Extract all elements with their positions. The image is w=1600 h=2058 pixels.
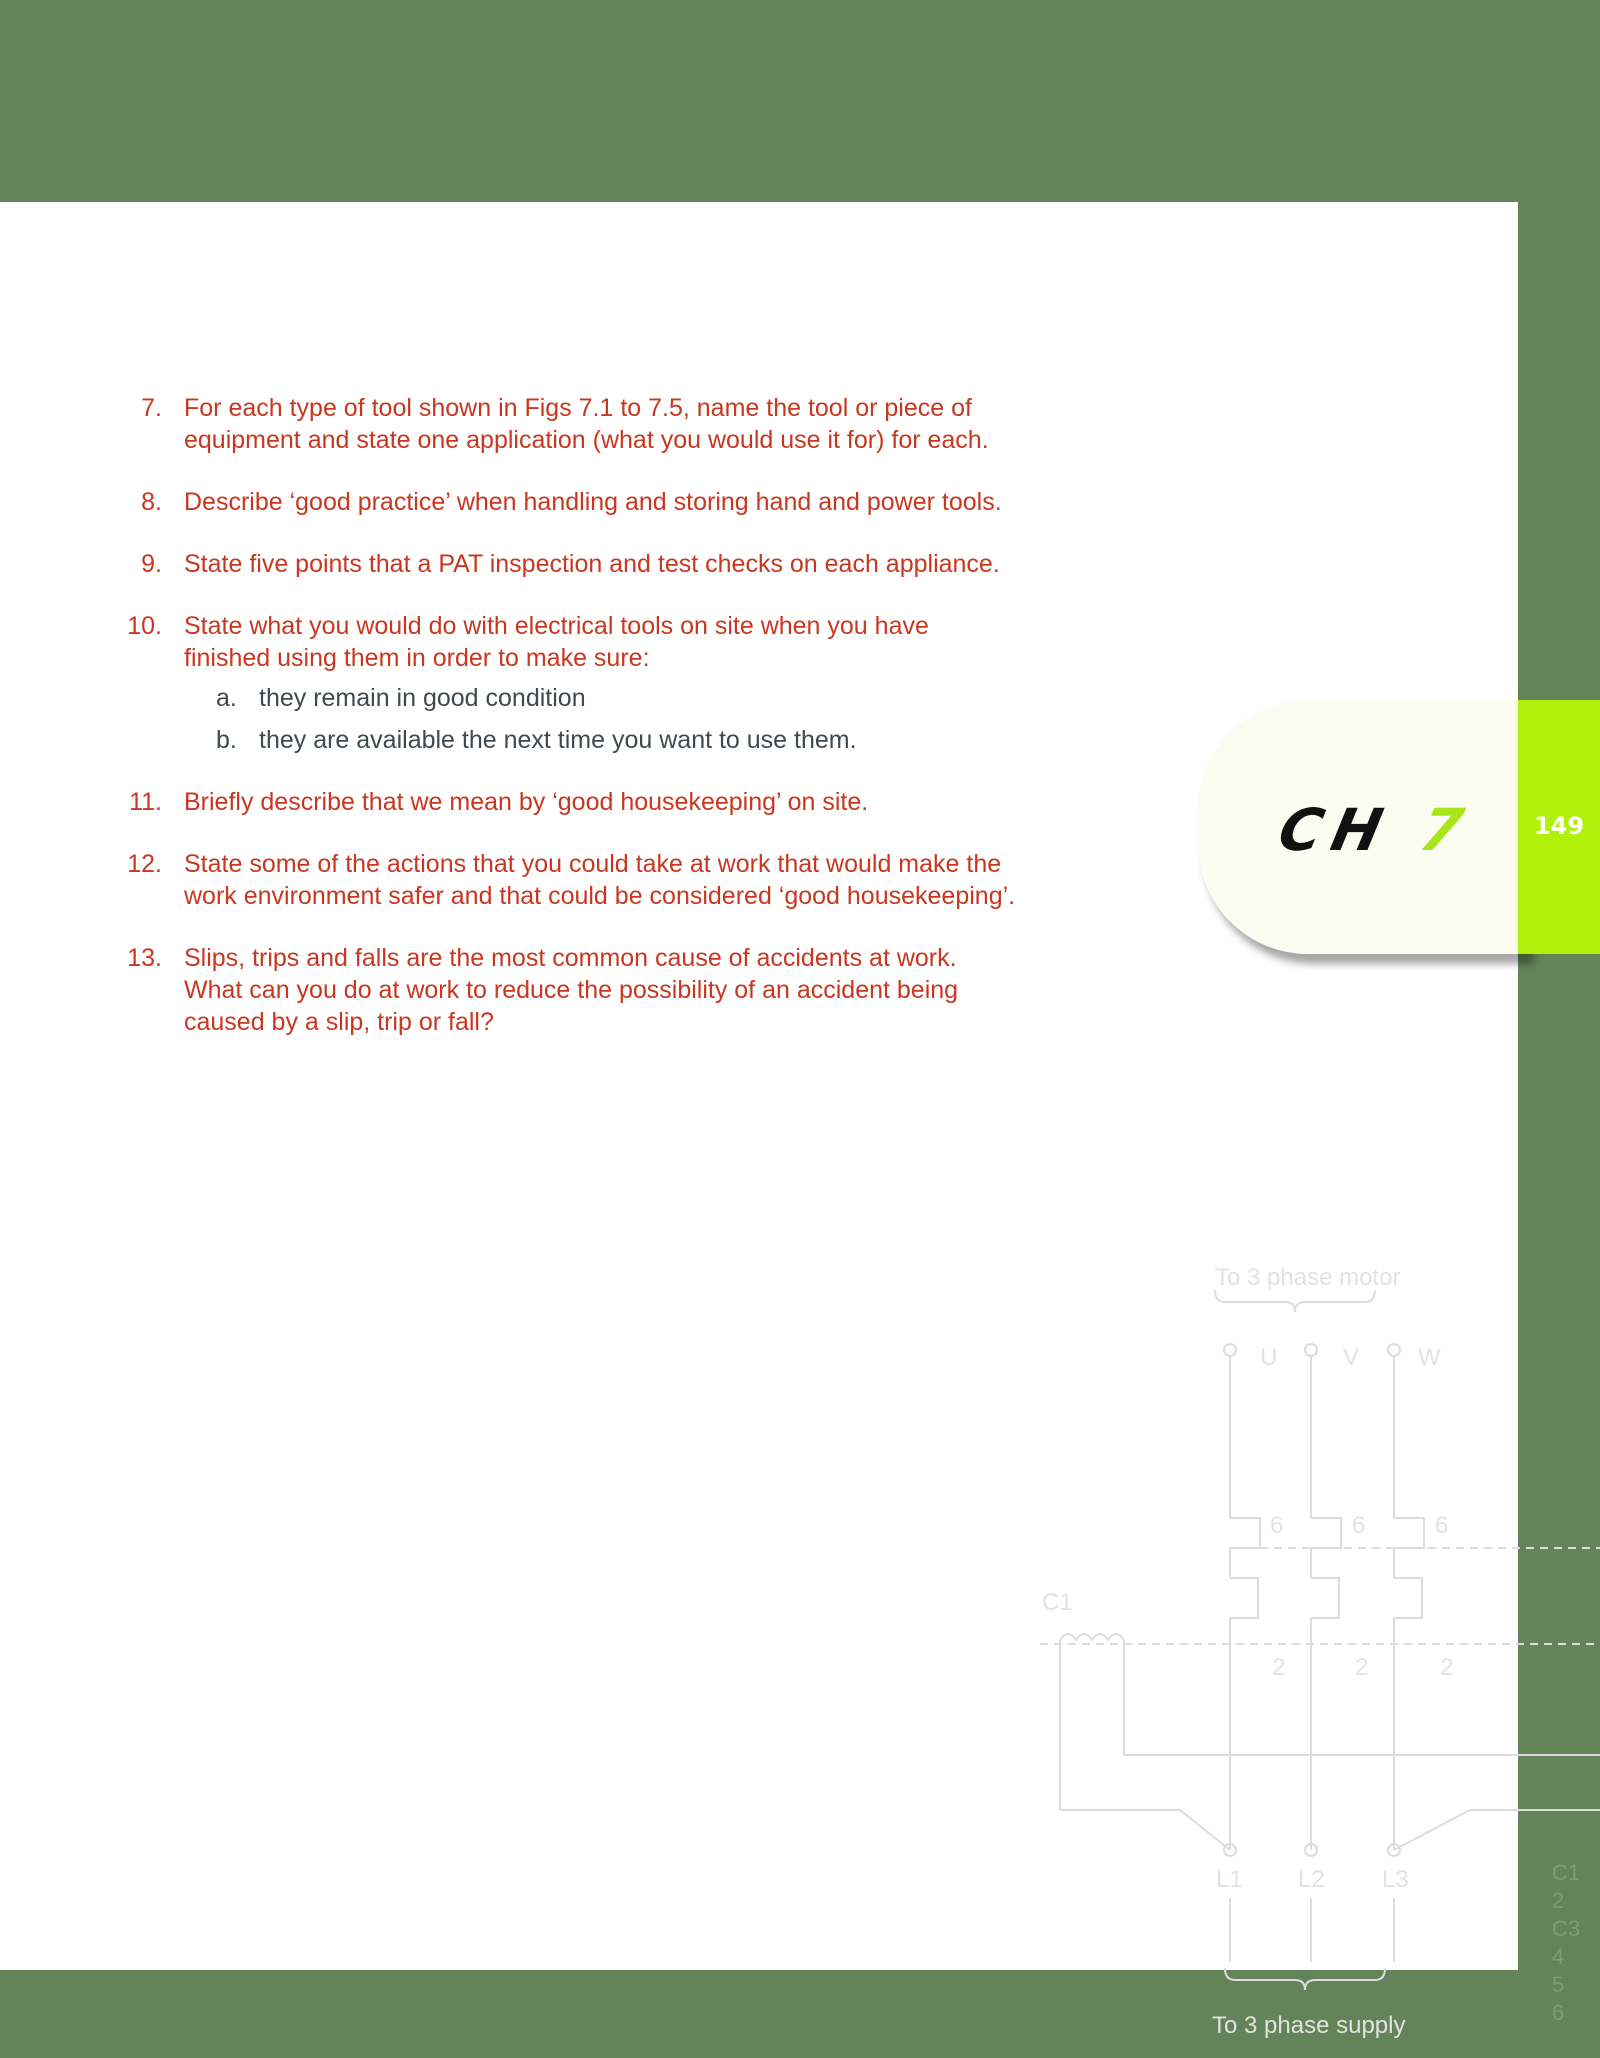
side-label: 5: [1552, 1972, 1565, 1997]
question-number: 11.: [129, 788, 162, 816]
side-label: C3: [1552, 1916, 1581, 1941]
coil-label: C1: [1042, 1589, 1073, 1616]
question-text: Briefly describe that we mean by ‘good housekeeping’ on site.: [184, 788, 869, 816]
motor-terminal-u: U: [1260, 1344, 1278, 1371]
question-list: [120, 392, 1020, 1068]
subitem-text: they are available the next time you want to use them.: [259, 726, 857, 754]
subitem-list: [184, 682, 1020, 756]
circuit-diagram: [1030, 1250, 1600, 2058]
subitem: [184, 724, 1020, 756]
page-number: 149: [1533, 812, 1585, 840]
question-number: 9.: [141, 550, 162, 578]
supply-label: To 3 phase supply: [1212, 2012, 1406, 2039]
chapter-label: [1273, 795, 1480, 865]
contact-label: 6: [1270, 1512, 1284, 1539]
question-number: 12.: [127, 850, 162, 878]
question-text: Slips, trips and falls are the most common cause of accidents at work. What can you do at work to reduce the possibility of an accident being caused by a slip, trip or fall?: [184, 944, 959, 1036]
side-label: 6: [1552, 2000, 1565, 2025]
question-text: For each type of tool shown in Figs 7.1 to 7.5, name the tool or piece of equipment and state one application (what you would use it for) for each.: [184, 394, 989, 454]
contact-label: 6: [1352, 1512, 1366, 1539]
question-item: [120, 392, 1020, 456]
side-label: C1: [1552, 1860, 1581, 1885]
contact-label: 6: [1435, 1512, 1449, 1539]
side-label: 4: [1552, 1944, 1565, 1969]
subitem: [184, 682, 1020, 714]
question-item: [120, 848, 1020, 912]
subitem-text: they remain in good condition: [259, 684, 586, 712]
contact-label: 2: [1440, 1654, 1454, 1681]
chapter-number: 7: [1414, 796, 1479, 864]
question-number: 7.: [141, 394, 162, 422]
subitem-letter: a.: [216, 684, 237, 712]
contact-label: 2: [1355, 1654, 1369, 1681]
supply-terminal-l1: L1: [1216, 1866, 1243, 1893]
question-text: State five points that a PAT inspection and test checks on each appliance.: [184, 550, 1000, 578]
question-number: 10.: [127, 612, 162, 640]
question-number: 13.: [127, 944, 162, 972]
chapter-prefix: CH: [1272, 796, 1399, 864]
side-label: 2: [1552, 1888, 1565, 1913]
question-item: [120, 486, 1020, 518]
question-text: Describe ‘good practice’ when handling and storing hand and power tools.: [184, 488, 1002, 516]
supply-terminal-l2: L2: [1298, 1866, 1325, 1893]
question-item: [120, 942, 1020, 1038]
question-number: 8.: [141, 488, 162, 516]
subitem-letter: b.: [216, 726, 237, 754]
contact-label: 2: [1272, 1654, 1286, 1681]
question-item: [120, 786, 1020, 818]
top-frame-band: [0, 0, 1600, 202]
question-text: State what you would do with electrical tools on site when you have finished using them in order to make sure:: [184, 612, 929, 672]
motor-label: To 3 phase motor: [1215, 1264, 1401, 1291]
question-item: [120, 548, 1020, 580]
question-text: State some of the actions that you could take at work that would make the work environment safer and that could be considered ‘good housekeeping’.: [184, 850, 1016, 910]
question-item: [120, 610, 1020, 756]
motor-terminal-w: W: [1418, 1344, 1441, 1371]
motor-terminal-v: V: [1343, 1344, 1360, 1371]
supply-terminal-l3: L3: [1382, 1866, 1409, 1893]
